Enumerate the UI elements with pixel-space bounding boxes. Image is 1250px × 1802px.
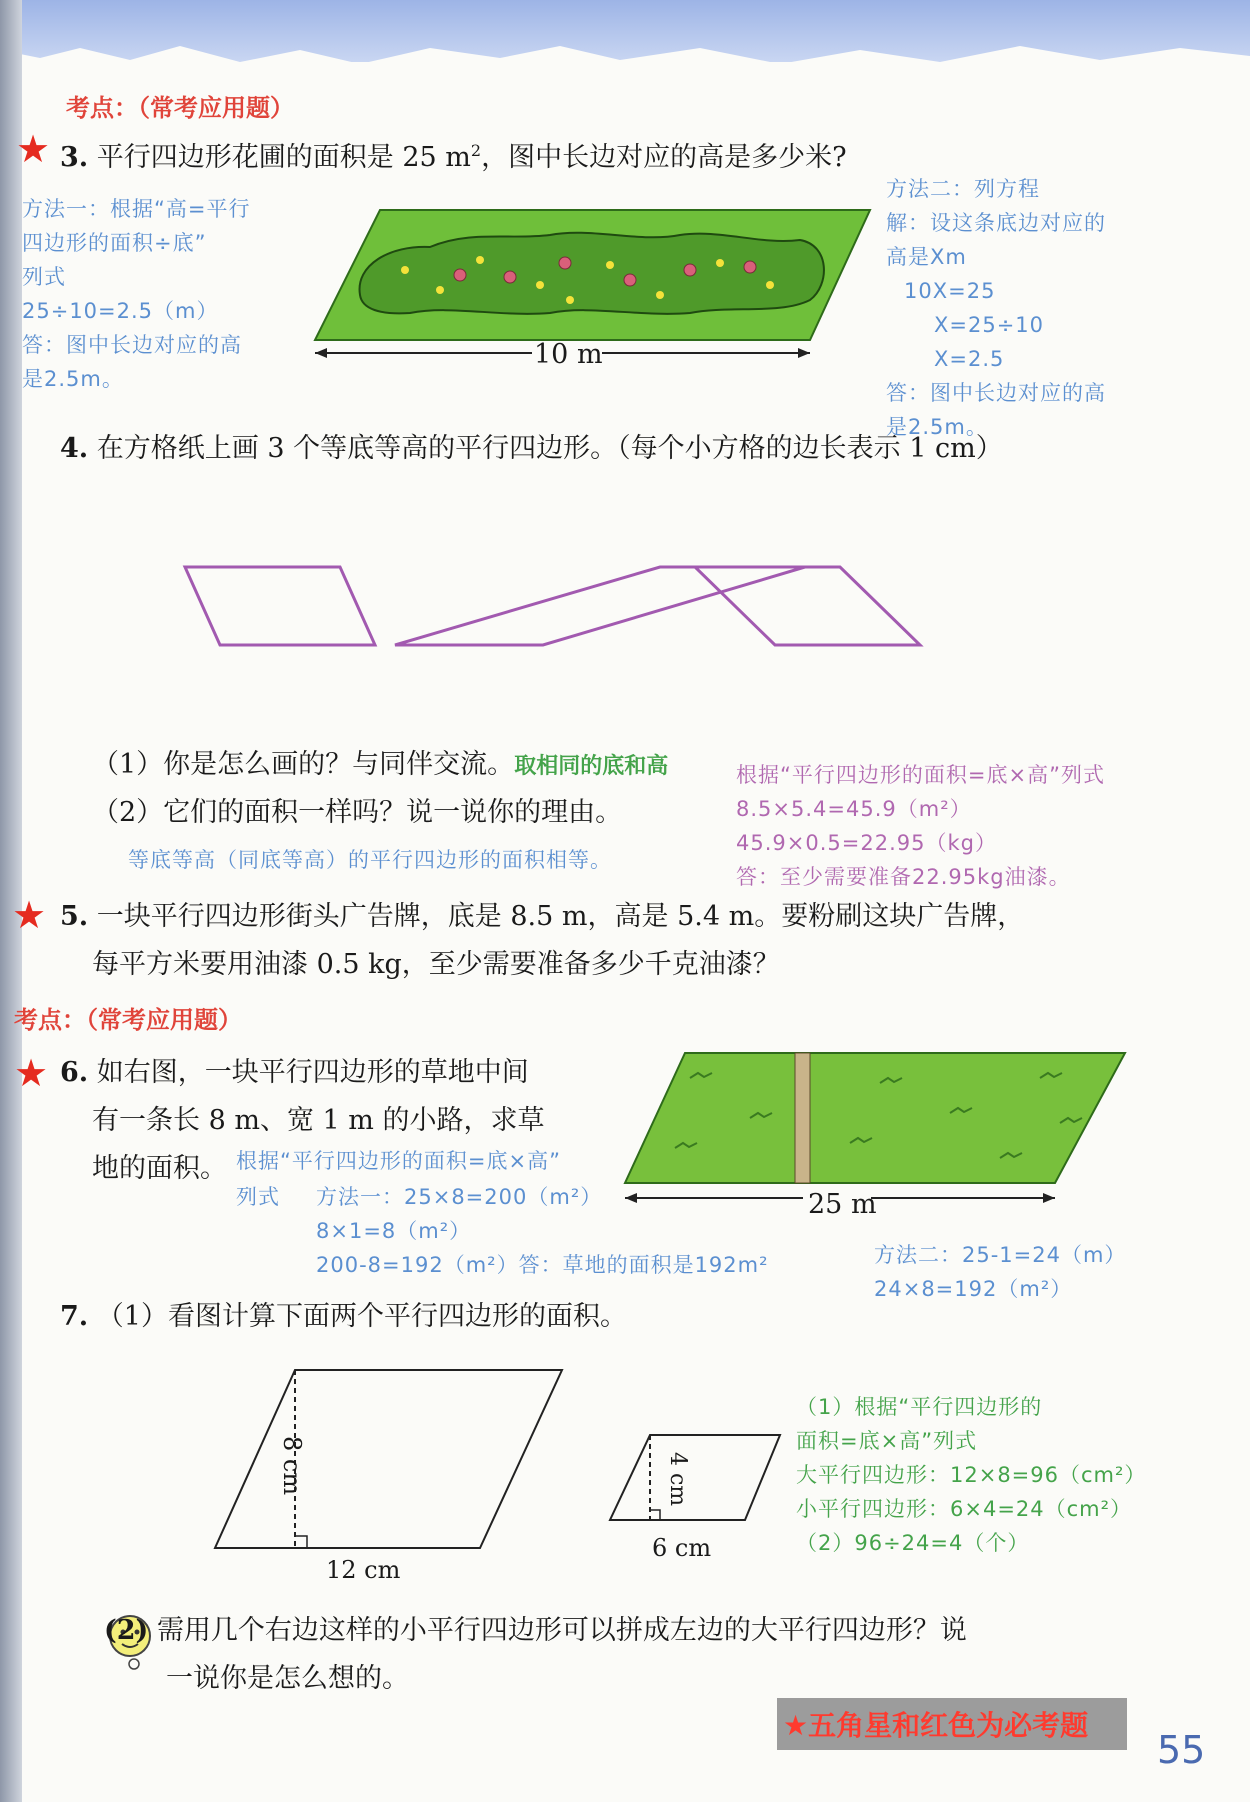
big-parallelogram-figure	[210, 1360, 570, 1560]
three-parallelograms	[180, 560, 1050, 650]
note-line: 根据“平行四边形的面积=底×高”列式	[736, 763, 1105, 787]
lawn-figure	[620, 1048, 1130, 1208]
q5-answer	[736, 758, 1105, 894]
note-line: 答：图中长边对应的高	[886, 381, 1106, 405]
note-line: 8.5×5.4=45.9（m²）	[736, 797, 972, 821]
note-line: X=2.5	[934, 347, 1005, 371]
note-line: 方法二：列方程	[886, 177, 1040, 201]
note-line: 列式	[22, 265, 66, 289]
sub-question-number: (2)	[104, 1615, 149, 1646]
topic-tag: 考点：（常考应用题）	[66, 94, 294, 122]
base-label: 10 m	[534, 339, 603, 370]
note-line: 高是Xm	[886, 245, 967, 269]
question-text: 平行四边形花圃的面积是 25 m	[96, 142, 471, 173]
note-line: 是2.5m。	[22, 367, 124, 391]
question-text: ，图中长边对应的高是多少米?	[481, 142, 847, 173]
question-number: 3.	[60, 142, 89, 173]
footer-note: ★五角星和红色为必考题	[783, 1709, 1089, 1742]
question-text: 在方格纸上画 3 个等底等高的平行四边形。（每个小方格的边长表示 1 cm）	[96, 433, 1003, 464]
note-line: 方法二：25-1=24（m）	[874, 1243, 1127, 1267]
q4-sub2: （2）它们的面积一样吗？说一说你的理由。	[92, 797, 623, 828]
height-label: 8 cm	[278, 1436, 306, 1496]
question-text: 需用几个右边这样的小平行四边形可以拼成左边的大平行四边形？说	[156, 1615, 967, 1646]
handwritten-answer: 200-8=192（m²）答：草地的面积是192m²	[316, 1253, 769, 1277]
note-line: 10X=25	[904, 279, 996, 303]
method-one-note	[22, 192, 250, 396]
question-number: 6.	[60, 1057, 89, 1088]
q4-sub1	[92, 748, 668, 784]
question-text: 一块平行四边形街头广告牌，底是 8.5 m，高是 5.4 m。要粉刷这块广告牌，	[96, 901, 1025, 932]
q7-sub2	[104, 1614, 967, 1648]
torn-paper-edge	[0, 40, 1250, 80]
question-text: 地的面积。	[92, 1153, 227, 1184]
star-icon: ★	[12, 893, 47, 937]
question-5	[60, 900, 1024, 934]
question-text: 一说你是怎么想的。	[166, 1663, 409, 1694]
handwritten-answer: 取相同的底和高	[514, 754, 669, 779]
handwritten-answer: 等底等高（同底等高）的平行四边形的面积相等。	[128, 848, 612, 872]
method-two-note	[886, 172, 1106, 444]
height-label: 4 cm	[665, 1452, 690, 1507]
handwritten-answer: 根据“平行四边形的面积=底×高”	[236, 1149, 561, 1173]
note-line: X=25÷10	[934, 313, 1045, 337]
question-6	[60, 1056, 529, 1090]
handwritten-answer: 列式	[236, 1185, 280, 1209]
base-label: 12 cm	[326, 1556, 401, 1584]
sub-question: （1）你是怎么画的？与同伴交流。	[92, 749, 515, 780]
parallelogram-1	[185, 567, 375, 645]
topic-tag: 考点：（常考应用题）	[14, 1006, 242, 1034]
question-text: 每平方米要用油漆 0.5 kg，至少需要准备多少千克油漆？	[92, 949, 780, 980]
note-line: 面积=底×高”列式	[796, 1429, 978, 1453]
note-line: 小平行四边形：6×4=24（cm²）	[796, 1497, 1133, 1521]
note-line: （1）根据“平行四边形的	[796, 1395, 1043, 1419]
question-number: 4.	[60, 433, 89, 464]
q7-answer	[796, 1390, 1146, 1560]
parallelogram-2	[395, 567, 805, 645]
question-text: 有一条长 8 m、宽 1 m 的小路，求草	[92, 1105, 545, 1136]
question-4	[60, 432, 1003, 466]
note-line: 45.9×0.5=22.95（kg）	[736, 831, 997, 855]
note-line: 24×8=192（m²）	[874, 1277, 1073, 1301]
note-line: 答：至少需要准备22.95kg油漆。	[736, 865, 1071, 889]
method-two-note	[874, 1238, 1126, 1306]
base-label: 25 m	[808, 1189, 877, 1220]
handwritten-answer: 8×1=8（m²）	[316, 1219, 472, 1243]
note-line: 大平行四边形：12×8=96（cm²）	[796, 1463, 1147, 1487]
question-number: 5.	[60, 901, 89, 932]
question-text: （1）看图计算下面两个平行四边形的面积。	[96, 1301, 627, 1332]
parallelogram-3	[695, 567, 920, 645]
note-line: 25÷10=2.5（m）	[22, 299, 219, 323]
handwritten-answer: 方法一：25×8=200（m²）	[316, 1185, 603, 1209]
note-line: 是2.5m。	[886, 415, 988, 439]
note-line: （2）96÷24=4（个）	[796, 1531, 1030, 1555]
star-icon: ★	[16, 127, 51, 171]
note-line: 方法一：根据“高=平行	[22, 197, 251, 221]
base-label: 6 cm	[652, 1534, 712, 1562]
star-icon: ★	[14, 1051, 49, 1095]
small-parallelogram-figure	[605, 1430, 785, 1530]
note-line: 答：图中长边对应的高	[22, 333, 242, 357]
note-line: 四边形的面积÷底”	[22, 231, 207, 255]
question-3	[60, 134, 847, 175]
question-7	[60, 1300, 627, 1334]
question-text: 如右图，一块平行四边形的草地中间	[96, 1057, 529, 1088]
superscript: 2	[470, 141, 482, 160]
page-number: 55	[1157, 1728, 1206, 1772]
question-number: 7.	[60, 1301, 89, 1332]
note-line: 解：设这条底边对应的	[886, 211, 1106, 235]
